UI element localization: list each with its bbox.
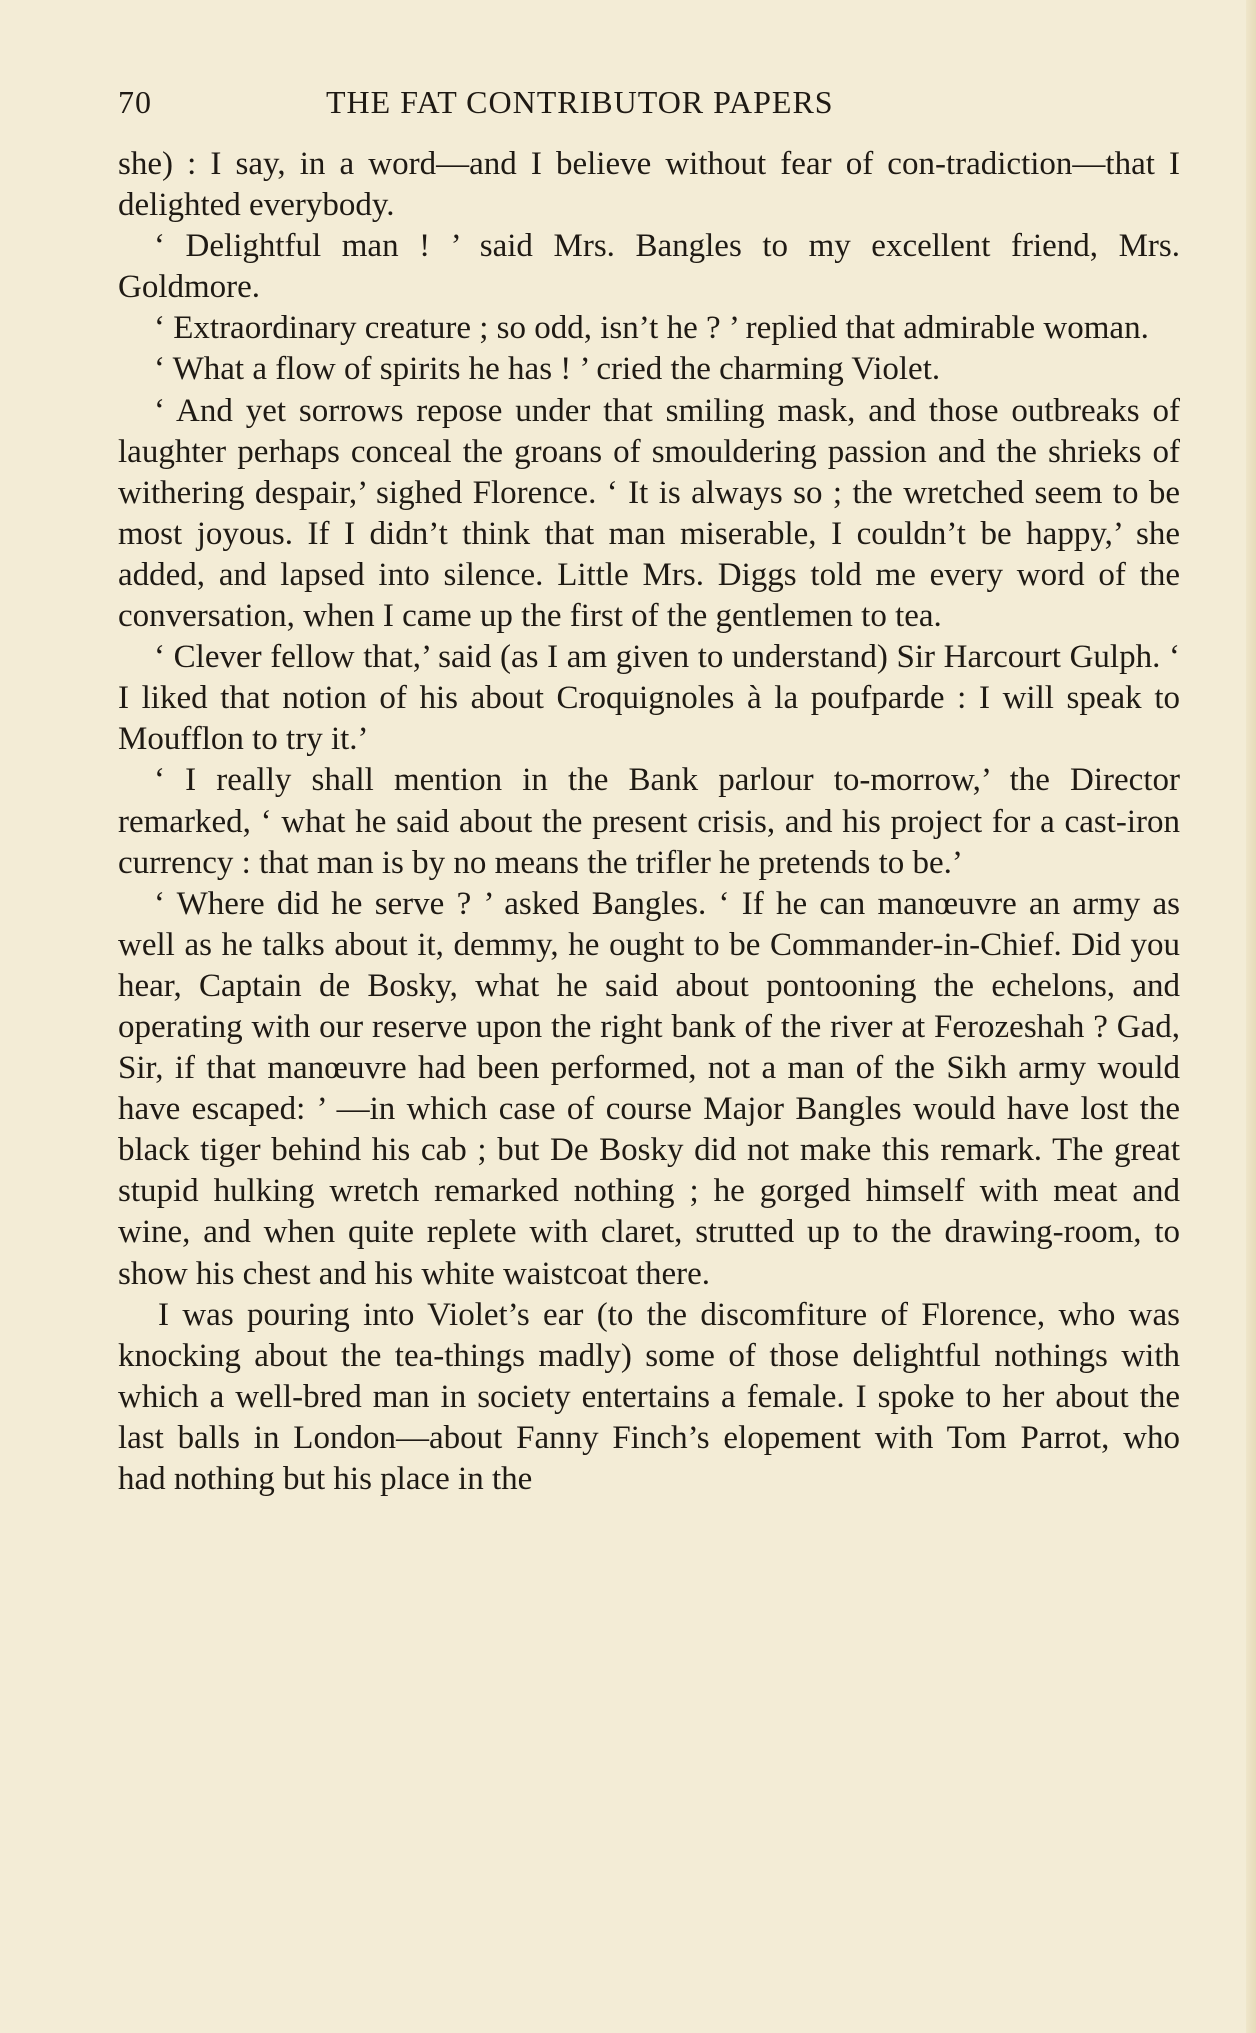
- paragraph: I was pouring into Violet’s ear (to the discomfiture of Florence, who was knocking about the tea-things madly) some of those delightful nothings with which a well-bred man in society entertains a female. I spoke to her about the last balls in London—about Fanny Finch’s elopement with Tom Parrot, who had nothing but his place in the: [118, 1296, 1180, 1497]
- book-page: [118, 80, 1180, 1500]
- page-edge: [1246, 0, 1256, 2033]
- paragraph: ‘ Delightful man ! ’ said Mrs. Bangles to my excellent friend, Mrs. Goldmore.: [118, 228, 1180, 306]
- page-header: [118, 80, 1180, 130]
- paragraph: ‘ Clever fellow that,’ said (as I am given to understand) Sir Harcourt Gulph. ‘ I liked that notion of his about Croquignoles à la poufparde : I will speak to Moufflon to try it.’: [118, 639, 1180, 758]
- paragraph: ‘ What a flow of spirits he has ! ’ cried the charming Violet.: [154, 351, 941, 388]
- paragraph: ‘ Where did he serve ? ’ asked Bangles. ‘ If he can manœuvre an army as well as he talks about it, demmy, he ought to be Commander-in-Chief. Did you hear, Captain de Bosky, what he said about pontooning the echelons, and operating with our reserve upon the right bank of the river at Ferozeshah ? Gad, Sir, if that manœuvre had been performed, not a man of the Sikh army would have escaped: ’ —in which case of course Major Bangles would have lost the black tiger behind his cab ; but De Bosky did not make this remark. The great stupid hulking wretch remarked nothing ; he gorged himself with meat and wine, and when quite replete with claret, strutted up to the drawing-room, to show his chest and his white waistcoat there.: [118, 885, 1180, 1292]
- running-title: THE FAT CONTRIBUTOR PAPERS: [326, 84, 834, 120]
- body-text: [118, 144, 1180, 1500]
- paragraph: she) : I say, in a word—and I believe without fear of con-tradiction—that I delighted everybody.: [118, 146, 1180, 224]
- paragraph: ‘ I really shall mention in the Bank parlour to-morrow,’ the Director remarked, ‘ what he said about the present crisis, and his project for a cast-iron currency : that man is by no means the trifler he pretends to be.’: [118, 762, 1180, 881]
- paragraph: ‘ And yet sorrows repose under that smiling mask, and those outbreaks of laughter perhaps conceal the groans of smouldering passion and the shrieks of withering despair,’ sighed Florence. ‘ It is always so ; the wretched seem to be most joyous. If I didn’t think that man miserable, I couldn’t be happy,’ she added, and lapsed into silence. Little Mrs. Diggs told me every word of the conversation, when I came up the first of the gentlemen to tea.: [118, 392, 1180, 635]
- paragraph: ‘ Extraordinary creature ; so odd, isn’t he ? ’ replied that admirable woman.: [154, 310, 1149, 347]
- page-number: 70: [118, 84, 152, 120]
